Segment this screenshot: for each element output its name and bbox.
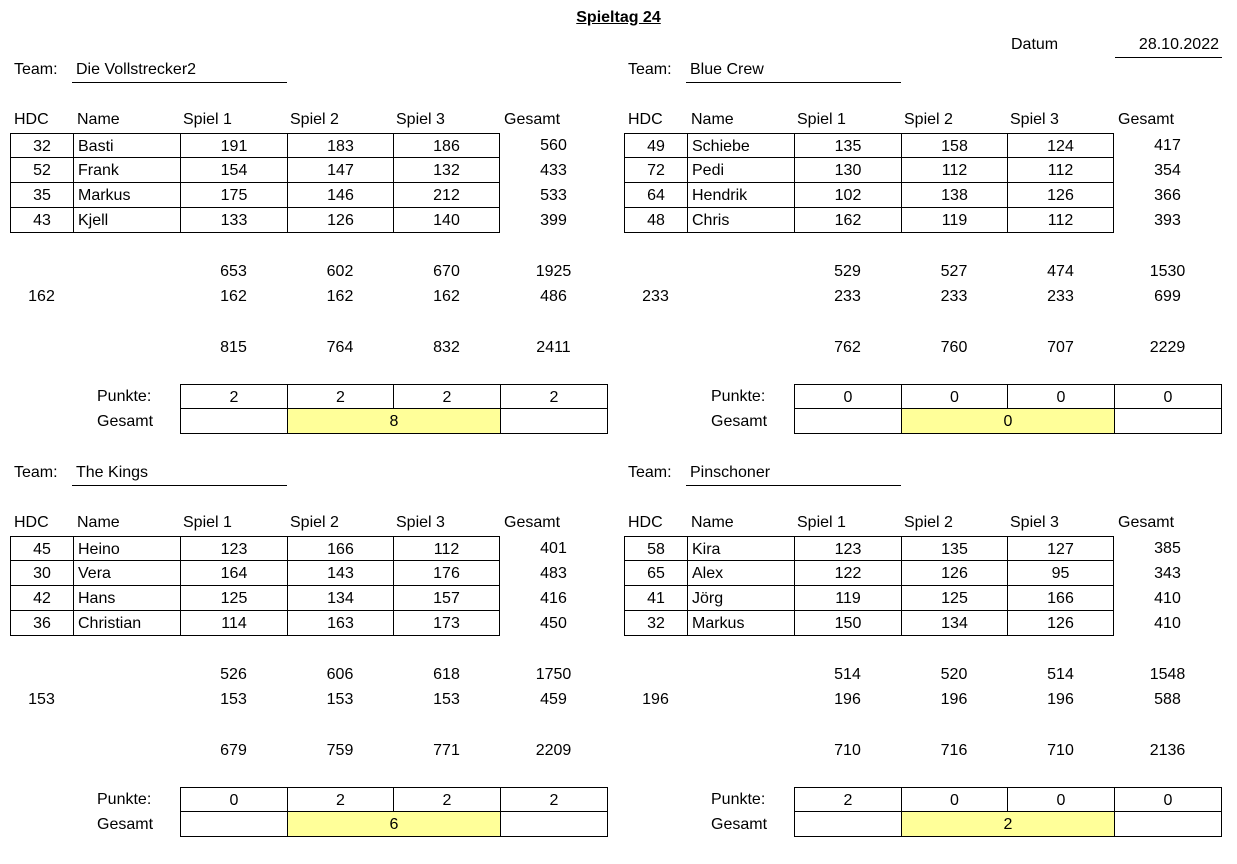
team-name: Blue Crew xyxy=(686,61,901,83)
column-header-tot: Gesamt xyxy=(1118,514,1175,531)
gesamt-empty-right xyxy=(1114,812,1222,837)
cell-hdc: 36 xyxy=(10,611,73,636)
summary-row-sum xyxy=(624,259,1224,284)
cell-tot: 410 xyxy=(1154,615,1181,632)
summary-s1: 529 xyxy=(834,263,861,280)
column-header-s3: Spiel 3 xyxy=(396,514,445,531)
cell-name: Markus xyxy=(687,611,794,636)
summary-s1: 815 xyxy=(220,339,247,356)
summary-s3: 474 xyxy=(1047,263,1074,280)
summary-s2: 764 xyxy=(326,339,354,356)
summary-s1: 762 xyxy=(834,339,861,356)
gesamt-punkte: 8 xyxy=(287,409,500,434)
cell-s2: 126 xyxy=(287,208,393,233)
cell-s1: 102 xyxy=(794,183,901,208)
summary-s3: 233 xyxy=(1047,288,1074,305)
column-header-tot: Gesamt xyxy=(504,514,561,531)
cell-hdc: 72 xyxy=(624,158,687,183)
summary-s2: 602 xyxy=(326,263,354,280)
cell-hdc: 45 xyxy=(10,536,73,561)
cell-hdc: 43 xyxy=(10,208,73,233)
cell-s2: 119 xyxy=(901,208,1007,233)
team-block xyxy=(624,61,1224,461)
summary-s3: 162 xyxy=(433,288,460,305)
cell-s3: 186 xyxy=(393,133,500,158)
cell-hdc: 41 xyxy=(624,586,687,611)
summary-s1: 710 xyxy=(834,742,861,759)
cell-name: Alex xyxy=(687,561,794,586)
cell-s3: 127 xyxy=(1007,536,1114,561)
datum-label: Datum xyxy=(1011,36,1059,53)
cell-name: Kjell xyxy=(73,208,180,233)
summary-s3: 514 xyxy=(1047,666,1074,683)
summary-s3: 832 xyxy=(433,339,460,356)
team-block xyxy=(624,464,1224,864)
team-block xyxy=(10,61,610,461)
summary-total: 1750 xyxy=(535,666,572,683)
cell-s2: 143 xyxy=(287,561,393,586)
cell-s1: 122 xyxy=(794,561,901,586)
cell-tot: 533 xyxy=(540,187,567,204)
cell-tot: 399 xyxy=(540,212,567,229)
cell-hdc: 35 xyxy=(10,183,73,208)
cell-s2: 163 xyxy=(287,611,393,636)
cell-tot: 385 xyxy=(1154,540,1181,557)
column-header-hdc: HDC xyxy=(628,514,663,531)
gesamt-label: Gesamt xyxy=(97,413,154,430)
table-row xyxy=(10,586,610,611)
punkte-cell: 0 xyxy=(1114,384,1222,409)
cell-hdc: 52 xyxy=(10,158,73,183)
team-name: The Kings xyxy=(72,464,287,486)
punkte-cell: 0 xyxy=(1007,384,1114,409)
team-hdc: 233 xyxy=(642,288,669,305)
gesamt-empty-left xyxy=(180,409,287,434)
cell-s1: 125 xyxy=(180,586,287,611)
summary-total: 588 xyxy=(1154,691,1181,708)
cell-name: Chris xyxy=(687,208,794,233)
cell-s1: 114 xyxy=(180,611,287,636)
table-row xyxy=(624,536,1224,561)
summary-total: 2411 xyxy=(536,339,571,356)
punkte-cell: 2 xyxy=(500,384,608,409)
team-name: Die Vollstrecker2 xyxy=(72,61,287,83)
page-title: Spieltag 24 xyxy=(576,9,661,26)
column-header-s1: Spiel 1 xyxy=(797,111,846,128)
column-header-s3: Spiel 3 xyxy=(396,111,445,128)
cell-hdc: 30 xyxy=(10,561,73,586)
cell-tot: 433 xyxy=(540,162,567,179)
datum-value: 28.10.2022 xyxy=(1115,36,1222,58)
cell-name: Hans xyxy=(73,586,180,611)
cell-hdc: 49 xyxy=(624,133,687,158)
cell-s3: 112 xyxy=(1007,208,1114,233)
summary-total: 486 xyxy=(540,288,567,305)
cell-s3: 140 xyxy=(393,208,500,233)
table-row xyxy=(624,133,1224,158)
cell-name: Pedi xyxy=(687,158,794,183)
summary-row-final xyxy=(624,738,1224,763)
summary-s2: 527 xyxy=(940,263,968,280)
summary-s3: 710 xyxy=(1047,742,1074,759)
cell-s3: 173 xyxy=(393,611,500,636)
summary-s1: 679 xyxy=(220,742,247,759)
gesamt-row xyxy=(10,812,610,837)
cell-name: Hendrik xyxy=(687,183,794,208)
gesamt-row xyxy=(10,409,610,434)
cell-s2: 158 xyxy=(901,133,1007,158)
column-header-hdc: HDC xyxy=(14,111,49,128)
table-row xyxy=(10,536,610,561)
summary-s2: 233 xyxy=(940,288,968,305)
team-label: Team: xyxy=(628,464,672,481)
cell-s1: 175 xyxy=(180,183,287,208)
cell-s3: 212 xyxy=(393,183,500,208)
team-name: Pinschoner xyxy=(686,464,901,486)
cell-hdc: 64 xyxy=(624,183,687,208)
summary-row-sum xyxy=(10,662,610,687)
column-header-s2: Spiel 2 xyxy=(290,514,339,531)
punkte-cell: 0 xyxy=(901,787,1007,812)
cell-s1: 123 xyxy=(180,536,287,561)
summary-s2: 716 xyxy=(940,742,968,759)
column-header-hdc: HDC xyxy=(14,514,49,531)
punkte-cell: 0 xyxy=(180,787,287,812)
punkte-cell: 2 xyxy=(500,787,608,812)
cell-hdc: 32 xyxy=(624,611,687,636)
table-row xyxy=(10,133,610,158)
punkte-row xyxy=(624,787,1224,812)
column-header-s1: Spiel 1 xyxy=(183,514,232,531)
cell-tot: 450 xyxy=(540,615,567,632)
cell-tot: 560 xyxy=(540,137,567,154)
punkte-cell: 0 xyxy=(1007,787,1114,812)
cell-s2: 166 xyxy=(287,536,393,561)
summary-total: 1548 xyxy=(1149,666,1186,683)
cell-name: Vera xyxy=(73,561,180,586)
punkte-cell: 2 xyxy=(287,384,393,409)
punkte-cell: 0 xyxy=(1114,787,1222,812)
punkte-row xyxy=(10,384,610,409)
summary-s2: 196 xyxy=(940,691,968,708)
cell-s3: 132 xyxy=(393,158,500,183)
cell-name: Schiebe xyxy=(687,133,794,158)
column-header-tot: Gesamt xyxy=(1118,111,1175,128)
cell-s2: 125 xyxy=(901,586,1007,611)
column-header-s3: Spiel 3 xyxy=(1010,111,1059,128)
gesamt-empty-left xyxy=(794,409,901,434)
gesamt-punkte: 0 xyxy=(901,409,1114,434)
summary-s3: 618 xyxy=(433,666,460,683)
cell-tot: 401 xyxy=(540,540,567,557)
summary-s3: 707 xyxy=(1047,339,1074,356)
punkte-cell: 2 xyxy=(393,787,500,812)
summary-s1: 514 xyxy=(834,666,861,683)
cell-name: Markus xyxy=(73,183,180,208)
cell-s2: 134 xyxy=(901,611,1007,636)
cell-hdc: 48 xyxy=(624,208,687,233)
summary-total: 459 xyxy=(540,691,567,708)
cell-s3: 126 xyxy=(1007,611,1114,636)
summary-row-final xyxy=(10,738,610,763)
cell-s3: 126 xyxy=(1007,183,1114,208)
summary-row-hdc xyxy=(10,284,610,309)
summary-s1: 162 xyxy=(220,288,247,305)
cell-hdc: 42 xyxy=(10,586,73,611)
table-row xyxy=(624,611,1224,636)
punkte-cell: 2 xyxy=(794,787,901,812)
summary-s2: 162 xyxy=(326,288,354,305)
column-header-s3: Spiel 3 xyxy=(1010,514,1059,531)
punkte-cell: 0 xyxy=(901,384,1007,409)
summary-s2: 759 xyxy=(326,742,354,759)
cell-name: Basti xyxy=(73,133,180,158)
cell-tot: 366 xyxy=(1154,187,1181,204)
cell-s1: 123 xyxy=(794,536,901,561)
cell-s1: 164 xyxy=(180,561,287,586)
team-block xyxy=(10,464,610,864)
table-row xyxy=(10,158,610,183)
team-hdc: 153 xyxy=(28,691,55,708)
summary-row-hdc xyxy=(624,284,1224,309)
summary-s2: 520 xyxy=(940,666,968,683)
column-header-name: Name xyxy=(77,514,120,531)
gesamt-row xyxy=(624,409,1224,434)
punkte-row xyxy=(624,384,1224,409)
summary-total: 2229 xyxy=(1149,339,1186,356)
summary-s3: 771 xyxy=(433,742,460,759)
summary-row-final xyxy=(624,335,1224,360)
cell-s3: 166 xyxy=(1007,586,1114,611)
summary-total: 1530 xyxy=(1149,263,1186,280)
punkte-cell: 2 xyxy=(287,787,393,812)
table-row xyxy=(624,158,1224,183)
cell-tot: 393 xyxy=(1154,212,1181,229)
summary-total: 2136 xyxy=(1149,742,1186,759)
summary-total: 699 xyxy=(1154,288,1181,305)
gesamt-row xyxy=(624,812,1224,837)
cell-tot: 416 xyxy=(540,590,567,607)
table-row xyxy=(10,561,610,586)
gesamt-punkte: 2 xyxy=(901,812,1114,837)
punkte-label: Punkte: xyxy=(97,388,152,405)
cell-s2: 135 xyxy=(901,536,1007,561)
cell-s3: 176 xyxy=(393,561,500,586)
column-header-hdc: HDC xyxy=(628,111,663,128)
gesamt-label: Gesamt xyxy=(711,816,768,833)
cell-hdc: 65 xyxy=(624,561,687,586)
summary-s1: 526 xyxy=(220,666,247,683)
column-header-s2: Spiel 2 xyxy=(290,111,339,128)
cell-tot: 410 xyxy=(1154,590,1181,607)
cell-tot: 354 xyxy=(1154,162,1181,179)
column-header-name: Name xyxy=(77,111,120,128)
punkte-cell: 0 xyxy=(794,384,901,409)
summary-row-hdc xyxy=(624,687,1224,712)
gesamt-empty-left xyxy=(794,812,901,837)
cell-name: Frank xyxy=(73,158,180,183)
gesamt-empty-left xyxy=(180,812,287,837)
gesamt-empty-right xyxy=(500,409,608,434)
column-header-s1: Spiel 1 xyxy=(797,514,846,531)
team-label: Team: xyxy=(14,61,58,78)
table-row xyxy=(624,561,1224,586)
summary-s2: 760 xyxy=(940,339,968,356)
cell-s2: 112 xyxy=(901,158,1007,183)
summary-s1: 653 xyxy=(220,263,247,280)
cell-s2: 183 xyxy=(287,133,393,158)
summary-s3: 196 xyxy=(1047,691,1074,708)
table-row xyxy=(10,208,610,233)
team-label: Team: xyxy=(628,61,672,78)
cell-s1: 162 xyxy=(794,208,901,233)
cell-s3: 157 xyxy=(393,586,500,611)
column-header-s2: Spiel 2 xyxy=(904,514,953,531)
cell-s2: 126 xyxy=(901,561,1007,586)
summary-s1: 233 xyxy=(834,288,861,305)
cell-s3: 95 xyxy=(1007,561,1114,586)
gesamt-label: Gesamt xyxy=(711,413,768,430)
summary-s2: 153 xyxy=(326,691,354,708)
cell-s3: 112 xyxy=(1007,158,1114,183)
cell-tot: 343 xyxy=(1154,565,1181,582)
summary-total: 2209 xyxy=(535,742,572,759)
summary-s3: 153 xyxy=(433,691,460,708)
punkte-row xyxy=(10,787,610,812)
cell-name: Christian xyxy=(73,611,180,636)
gesamt-label: Gesamt xyxy=(97,816,154,833)
cell-s1: 135 xyxy=(794,133,901,158)
cell-s1: 133 xyxy=(180,208,287,233)
table-row xyxy=(624,208,1224,233)
cell-name: Heino xyxy=(73,536,180,561)
cell-s1: 130 xyxy=(794,158,901,183)
table-row xyxy=(10,611,610,636)
column-header-s2: Spiel 2 xyxy=(904,111,953,128)
cell-s1: 191 xyxy=(180,133,287,158)
table-row xyxy=(624,586,1224,611)
gesamt-empty-right xyxy=(1114,409,1222,434)
column-header-tot: Gesamt xyxy=(504,111,561,128)
cell-s2: 138 xyxy=(901,183,1007,208)
table-row xyxy=(10,183,610,208)
gesamt-punkte: 6 xyxy=(287,812,500,837)
summary-row-final xyxy=(10,335,610,360)
table-row xyxy=(624,183,1224,208)
cell-s2: 147 xyxy=(287,158,393,183)
cell-name: Jörg xyxy=(687,586,794,611)
cell-s3: 112 xyxy=(393,536,500,561)
punkte-cell: 2 xyxy=(180,384,287,409)
punkte-label: Punkte: xyxy=(711,388,766,405)
gesamt-empty-right xyxy=(500,812,608,837)
column-header-name: Name xyxy=(691,111,734,128)
punkte-cell: 2 xyxy=(393,384,500,409)
summary-row-sum xyxy=(10,259,610,284)
punkte-label: Punkte: xyxy=(711,791,766,808)
cell-hdc: 32 xyxy=(10,133,73,158)
column-header-name: Name xyxy=(691,514,734,531)
cell-s1: 154 xyxy=(180,158,287,183)
summary-s3: 670 xyxy=(433,263,460,280)
summary-s1: 196 xyxy=(834,691,861,708)
cell-name: Kira xyxy=(687,536,794,561)
team-hdc: 162 xyxy=(28,288,55,305)
team-label: Team: xyxy=(14,464,58,481)
summary-s1: 153 xyxy=(220,691,247,708)
cell-hdc: 58 xyxy=(624,536,687,561)
summary-row-sum xyxy=(624,662,1224,687)
cell-s2: 134 xyxy=(287,586,393,611)
summary-row-hdc xyxy=(10,687,610,712)
cell-tot: 417 xyxy=(1154,137,1181,154)
column-header-s1: Spiel 1 xyxy=(183,111,232,128)
cell-s1: 150 xyxy=(794,611,901,636)
summary-s2: 606 xyxy=(326,666,354,683)
team-hdc: 196 xyxy=(642,691,669,708)
punkte-label: Punkte: xyxy=(97,791,152,808)
cell-s3: 124 xyxy=(1007,133,1114,158)
summary-total: 1925 xyxy=(535,263,572,280)
cell-s2: 146 xyxy=(287,183,393,208)
cell-s1: 119 xyxy=(794,586,901,611)
cell-tot: 483 xyxy=(540,565,567,582)
